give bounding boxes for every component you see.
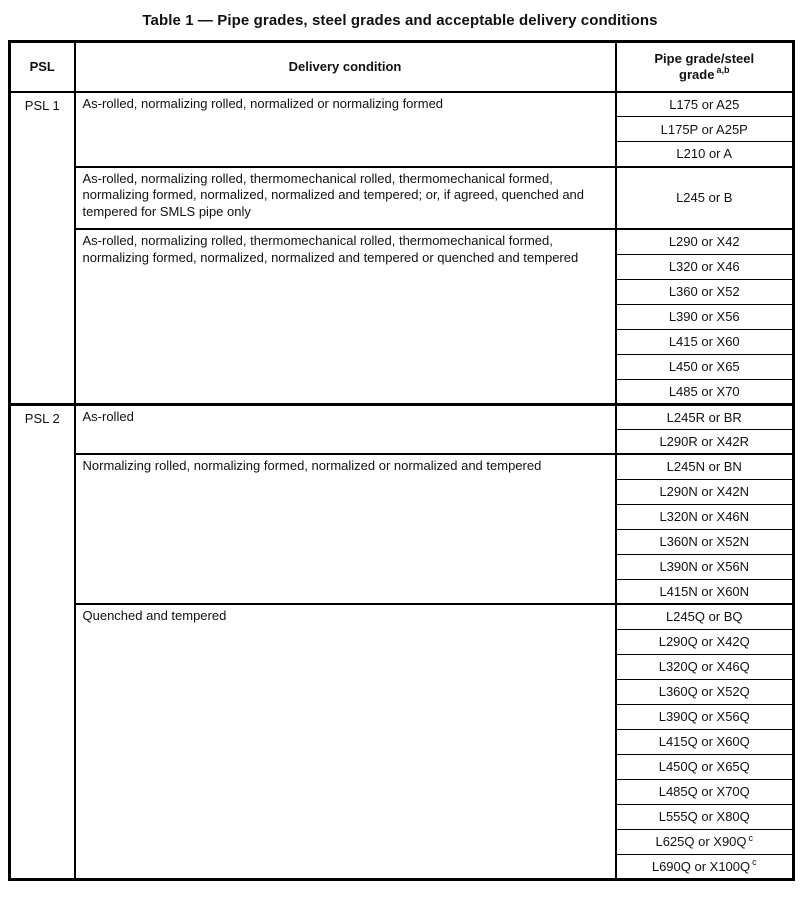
pipe-grade-header-line2: grade (679, 66, 715, 82)
delivery-condition-cell: As-rolled, normalizing rolled, thermomechanical rolled, thermomechanical formed, normalizing formed, normalized, normalized and tempered; or, if agreed, quenched and tempered for SMLS pipe only (75, 167, 616, 230)
grade-cell (616, 829, 794, 854)
grade-cell: L415Q or X60Q (616, 729, 794, 754)
grade-cell: L450 or X65 (616, 354, 794, 379)
grade-cell: L245Q or BQ (616, 604, 794, 629)
table-row (10, 454, 794, 479)
pipe-grade-header-line1: Pipe grade/steel (654, 50, 755, 66)
grade-cell: L390N or X56N (616, 554, 794, 579)
grade-cell: L290R or X42R (616, 429, 794, 454)
grade-cell: L175 or A25 (616, 92, 794, 117)
grade-cell: L360Q or X52Q (616, 679, 794, 704)
header-cell-psl: PSL (10, 42, 75, 92)
table-row (10, 604, 794, 629)
grade-cell: L245N or BN (616, 454, 794, 479)
table-row (10, 167, 794, 230)
grade-cell: L450Q or X65Q (616, 754, 794, 779)
grade-cell: L485Q or X70Q (616, 779, 794, 804)
grade-text: L690Q or X100Q (651, 858, 751, 874)
grade-cell: L290Q or X42Q (616, 629, 794, 654)
grade-cell: L415N or X60N (616, 579, 794, 604)
grade-cell (616, 854, 794, 879)
grade-cell: L245R or BR (616, 404, 794, 429)
grade-cell: L390 or X56 (616, 304, 794, 329)
grade-cell: L210 or A (616, 142, 794, 167)
grade-cell: L175P or A25P (616, 117, 794, 142)
grade-cell: L360N or X52N (616, 529, 794, 554)
grade-cell: L485 or X70 (616, 379, 794, 404)
grade-cell: L390Q or X56Q (616, 704, 794, 729)
grade-cell: L360 or X52 (616, 279, 794, 304)
grade-cell: L320N or X46N (616, 504, 794, 529)
grade-cell: L245 or B (616, 167, 794, 230)
header-row (10, 42, 794, 92)
grade-cell: L320Q or X46Q (616, 654, 794, 679)
grade-cell: L415 or X60 (616, 329, 794, 354)
delivery-condition-cell: Normalizing rolled, normalizing formed, normalized or normalized and tempered (75, 454, 616, 604)
footnote-marker: c (748, 832, 754, 843)
table-row (10, 229, 794, 254)
delivery-condition-cell: As-rolled, normalizing rolled, normalized or normalizing formed (75, 92, 616, 167)
pipe-grades-table (8, 40, 795, 881)
grade-cell: L290 or X42 (616, 229, 794, 254)
table-row (10, 404, 794, 429)
delivery-condition-cell: As-rolled (75, 404, 616, 454)
grade-cell: L290N or X42N (616, 479, 794, 504)
table-row (10, 92, 794, 117)
grade-cell: L555Q or X80Q (616, 804, 794, 829)
table-title: Table 1 — Pipe grades, steel grades and acceptable delivery conditions (142, 12, 658, 29)
grade-text: L625Q or X90Q (655, 834, 747, 850)
psl-section-label: PSL 1 (10, 92, 75, 405)
grade-cell: L320 or X46 (616, 254, 794, 279)
delivery-condition-cell: As-rolled, normalizing rolled, thermomechanical rolled, thermomechanical formed, normalizing formed, normalized, normalized and tempered or quenched and tempered (75, 229, 616, 404)
header-cell-delivery-condition: Delivery condition (75, 42, 616, 92)
psl-section-label: PSL 2 (10, 404, 75, 879)
footnote-marker: a,b (716, 65, 730, 76)
footnote-marker: c (752, 857, 757, 868)
header-cell-pipe-grade (616, 42, 794, 92)
delivery-condition-cell: Quenched and tempered (75, 604, 616, 879)
